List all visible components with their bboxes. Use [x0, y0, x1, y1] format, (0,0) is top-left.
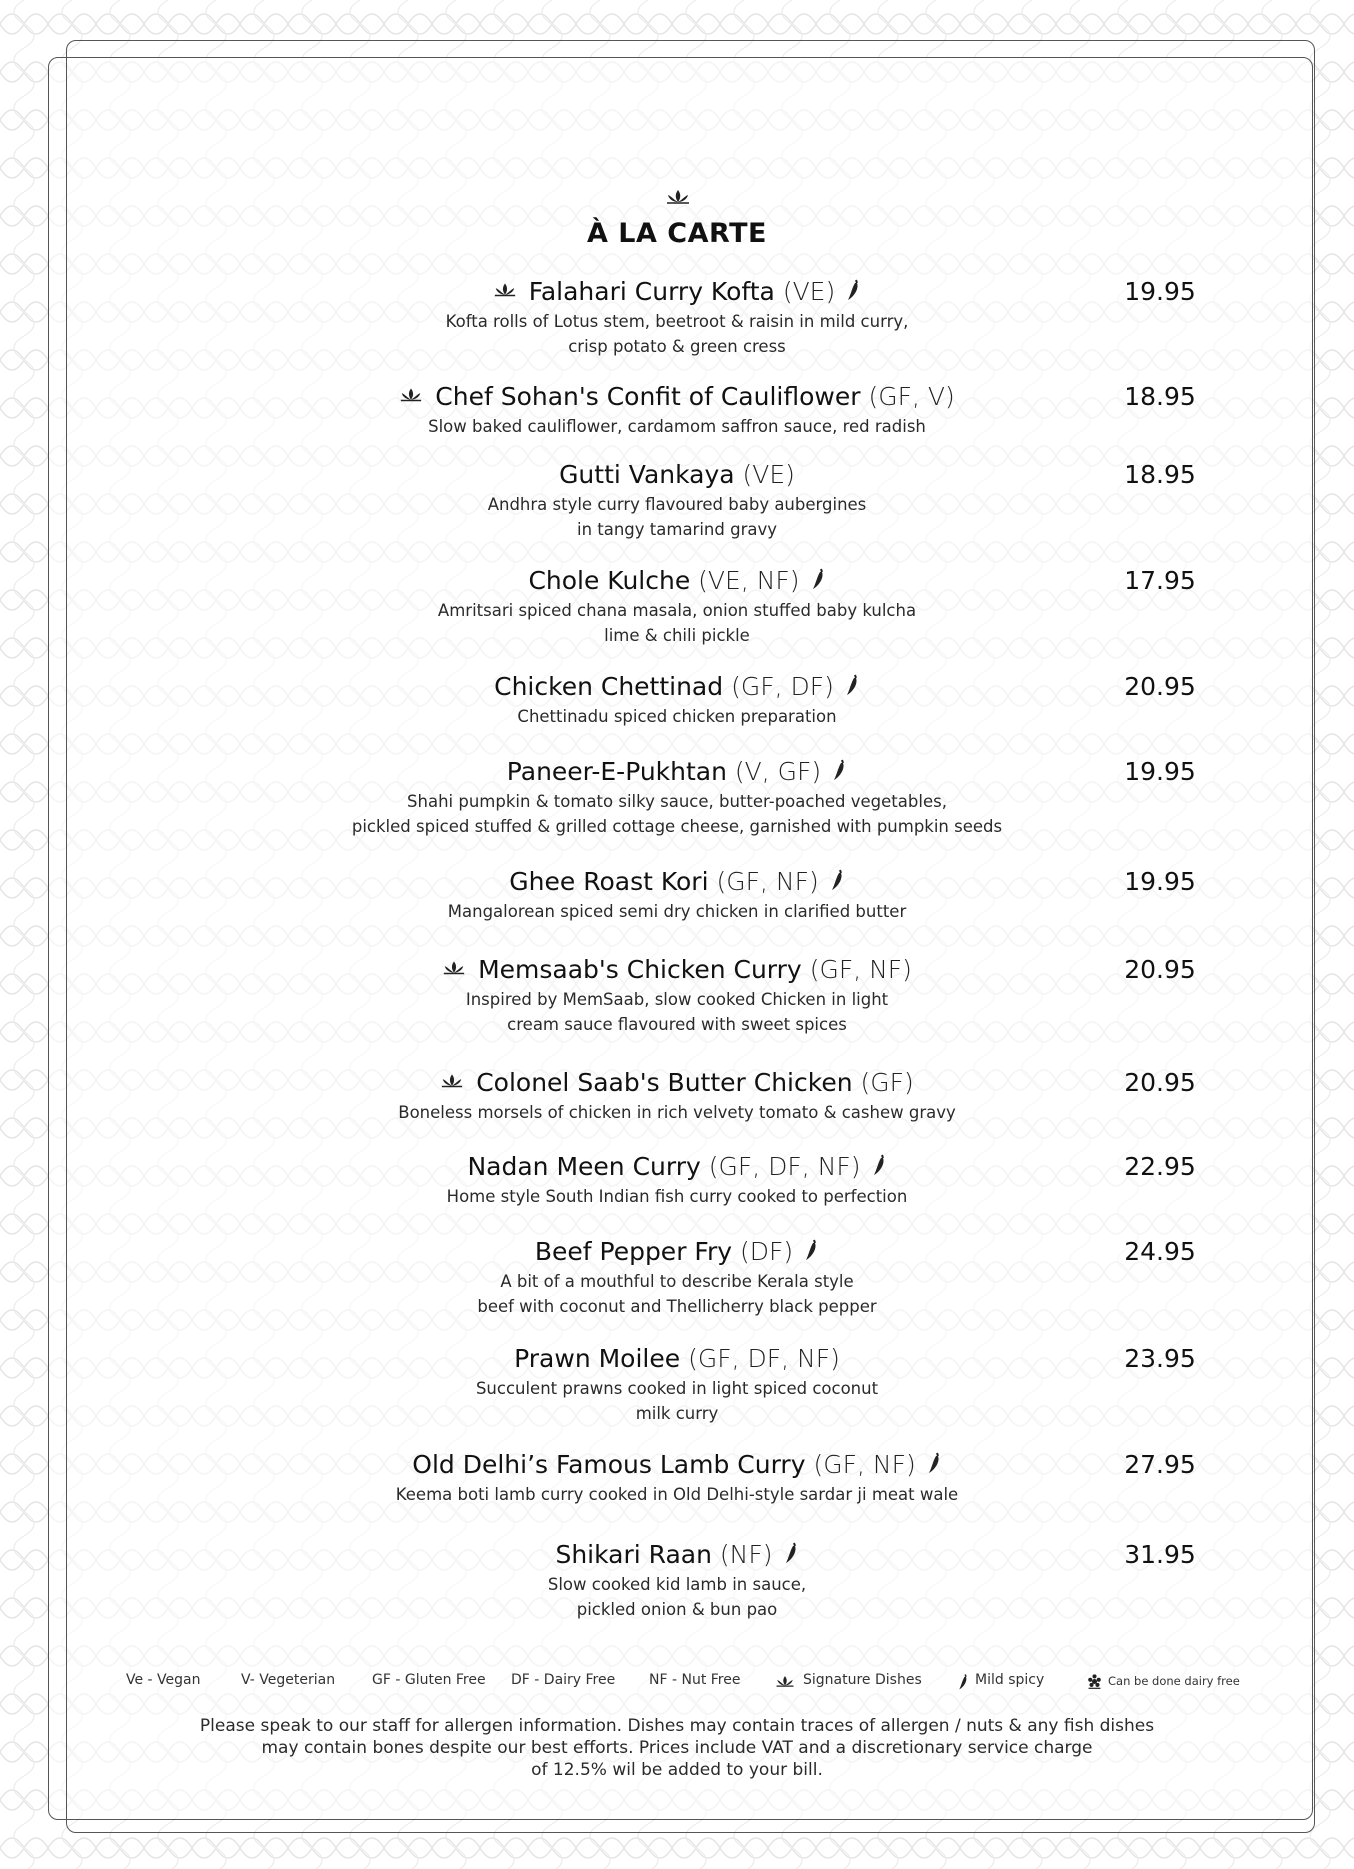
menu-item: [0, 458, 1354, 542]
chili-icon: [810, 567, 826, 591]
dish-price: 20.95: [1124, 672, 1196, 701]
dish-description: Shahi pumpkin & tomato silky sauce, butter-poached vegetables,: [407, 792, 947, 811]
dish-description: Home style South Indian fish curry cooked to perfection: [446, 1187, 908, 1206]
legend-nut-free: NF - Nut Free: [649, 1672, 741, 1688]
dish-description: Boneless morsels of chicken in rich velvety tomato & cashew gravy: [398, 1103, 956, 1122]
dish-description: cream sauce flavoured with sweet spices: [507, 1015, 847, 1034]
dish-price: 19.95: [1124, 277, 1196, 306]
dish-price: 31.95: [1124, 1540, 1196, 1569]
dish-description: Andhra style curry flavoured baby aubergines: [487, 495, 867, 514]
dish-description: Chettinadu spiced chicken preparation: [517, 707, 837, 726]
legend-gluten-free: GF - Gluten Free: [372, 1672, 486, 1688]
dish-tags: (GF, NF): [813, 1450, 916, 1479]
dish-name: Old Delhi’s Famous Lamb Curry: [412, 1450, 806, 1479]
page-title: À LA CARTE: [587, 218, 767, 249]
dish-description: Amritsari spiced chana masala, onion stuffed baby kulcha: [437, 601, 917, 620]
menu-item: [0, 564, 1354, 648]
allergen-note-line: Please speak to our staff for allergen information. Dishes may contain traces of allergen / nuts & any fish dishes: [199, 1716, 1155, 1736]
dish-name: Memsaab's Chicken Curry: [478, 955, 802, 984]
legend-vegan: Ve - Vegan: [126, 1672, 201, 1688]
chili-icon: [831, 758, 847, 782]
dish-tags: (DF): [740, 1237, 794, 1266]
dish-tags: (GF, NF): [809, 955, 912, 984]
menu-item: [0, 1066, 1354, 1125]
lotus-icon: [399, 386, 423, 404]
dish-description: beef with coconut and Thellicherry black pepper: [477, 1297, 877, 1316]
lotus-icon: [440, 1072, 464, 1090]
legend-dairy-free: DF - Dairy Free: [511, 1672, 616, 1688]
dish-price: 20.95: [1124, 955, 1196, 984]
dish-price: 17.95: [1124, 566, 1196, 595]
lotus-icon: [775, 1674, 795, 1689]
dish-price: 24.95: [1124, 1237, 1196, 1266]
dish-description: Inspired by MemSaab, slow cooked Chicken in light: [465, 990, 889, 1009]
dish-name: Nadan Meen Curry: [467, 1152, 701, 1181]
dish-price: 20.95: [1124, 1068, 1196, 1097]
menu-item: [0, 670, 1354, 729]
dish-price: 19.95: [1124, 757, 1196, 786]
dish-description: crisp potato & green cress: [568, 337, 786, 356]
dish-name: Chicken Chettinad: [494, 672, 724, 701]
dish-description: in tangy tamarind gravy: [576, 520, 777, 539]
chili-icon: [957, 1673, 969, 1691]
lotus-icon: [493, 281, 517, 299]
chili-icon: [803, 1238, 819, 1262]
legend: [120, 1672, 1240, 1696]
dish-name: Colonel Saab's Butter Chicken: [476, 1068, 853, 1097]
chili-icon: [844, 673, 860, 697]
dish-tags: (V, GF): [734, 757, 822, 786]
dish-description: lime & chili pickle: [604, 626, 750, 645]
dish-name: Paneer-E-Pukhtan: [506, 757, 727, 786]
dish-name: Chef Sohan's Confit of Cauliflower: [435, 382, 861, 411]
dish-description: Slow cooked kid lamb in sauce,: [547, 1575, 807, 1594]
dish-tags: (GF, V): [868, 382, 955, 411]
dish-tags: (GF): [860, 1068, 914, 1097]
dish-price: 27.95: [1124, 1450, 1196, 1479]
flower-icon: [1086, 1673, 1103, 1690]
menu-item: [0, 755, 1354, 839]
dish-description: Slow baked cauliflower, cardamom saffron sauce, red radish: [428, 417, 926, 436]
dish-description: milk curry: [635, 1404, 719, 1423]
dish-description: pickled spiced stuffed & grilled cottage cheese, garnished with pumpkin seeds: [351, 817, 1003, 836]
chili-icon: [926, 1451, 942, 1475]
allergen-note-line: may contain bones despite our best efforts. Prices include VAT and a discretionary service charge: [261, 1738, 1093, 1758]
chili-icon: [829, 868, 845, 892]
menu-item: [0, 1150, 1354, 1209]
dish-price: 19.95: [1124, 867, 1196, 896]
dish-description: Kofta rolls of Lotus stem, beetroot & raisin in mild curry,: [445, 312, 909, 331]
dish-price: 18.95: [1124, 460, 1196, 489]
lotus-icon: [442, 959, 466, 977]
menu-item: [0, 380, 1354, 439]
menu-item: [0, 1538, 1354, 1622]
legend-vegetarian: V- Vegeterian: [241, 1672, 336, 1688]
dish-tags: (VE): [742, 460, 795, 489]
menu-item: [0, 275, 1354, 359]
menu-item: [0, 1342, 1354, 1426]
legend-signature: Signature Dishes: [803, 1672, 922, 1688]
dish-tags: (VE, NF): [698, 566, 800, 595]
lotus-icon: [665, 188, 691, 206]
dish-name: Gutti Vankaya: [559, 460, 735, 489]
dish-price: 23.95: [1124, 1344, 1196, 1373]
dish-description: Succulent prawns cooked in light spiced coconut: [475, 1379, 879, 1398]
dish-name: Prawn Moilee: [514, 1344, 681, 1373]
dish-description: Mangalorean spiced semi dry chicken in clarified butter: [447, 902, 907, 921]
menu-item: [0, 1235, 1354, 1319]
dish-name: Chole Kulche: [528, 566, 691, 595]
menu-item: [0, 1448, 1354, 1507]
menu-item: [0, 865, 1354, 924]
allergen-note-line: of 12.5% wil be added to your bill.: [531, 1760, 823, 1780]
dish-description: Keema boti lamb curry cooked in Old Delhi-style sardar ji meat wale: [395, 1485, 959, 1504]
legend-dairy-free-option: Can be done dairy free: [1108, 1674, 1240, 1688]
dish-tags: (GF, DF, NF): [688, 1344, 840, 1373]
dish-name: Shikari Raan: [555, 1540, 712, 1569]
dish-price: 18.95: [1124, 382, 1196, 411]
dish-description: pickled onion & bun pao: [576, 1600, 778, 1619]
dish-tags: (VE): [782, 277, 836, 306]
dish-price: 22.95: [1124, 1152, 1196, 1181]
menu-item: [0, 953, 1354, 1037]
chili-icon: [871, 1153, 887, 1177]
allergen-note: [0, 1715, 1354, 1781]
dish-tags: (GF, NF): [716, 867, 819, 896]
dish-description: A bit of a mouthful to describe Kerala style: [500, 1272, 854, 1291]
chili-icon: [783, 1541, 799, 1565]
dish-name: Beef Pepper Fry: [534, 1237, 733, 1266]
chili-icon: [845, 278, 861, 302]
dish-name: Falahari Curry Kofta: [528, 277, 775, 306]
dish-name: Ghee Roast Kori: [509, 867, 709, 896]
dish-tags: (GF, DF): [731, 672, 834, 701]
dish-tags: (NF): [719, 1540, 773, 1569]
dish-tags: (GF, DF, NF): [708, 1152, 861, 1181]
legend-mild-spicy: Mild spicy: [975, 1672, 1045, 1688]
